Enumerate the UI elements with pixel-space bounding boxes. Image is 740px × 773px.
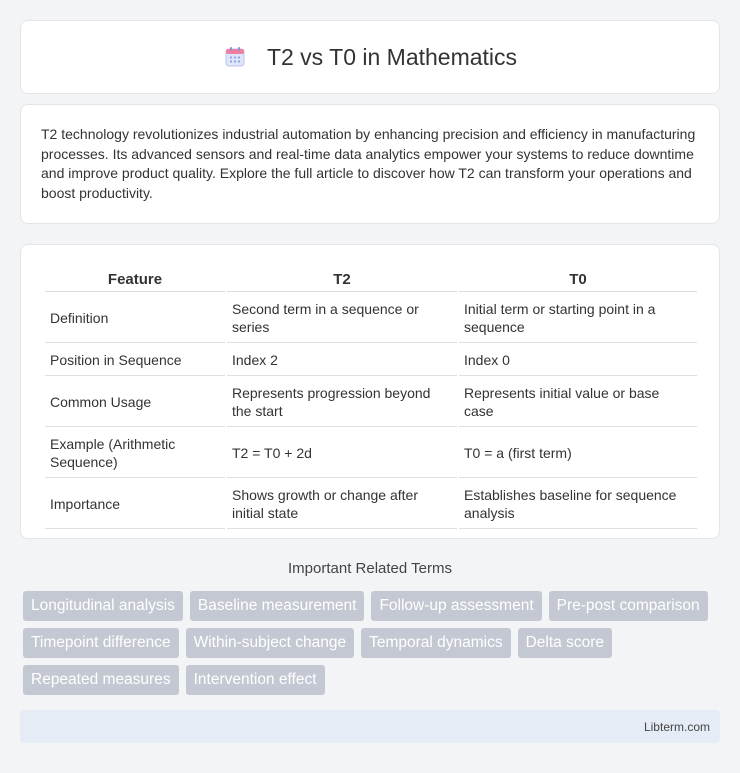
table-cell: Importance — [45, 480, 225, 529]
tag-intervention-effect[interactable]: Intervention effect — [186, 665, 325, 695]
title-wrap — [223, 44, 517, 71]
tag-longitudinal-analysis[interactable]: Longitudinal analysis — [23, 591, 183, 621]
table-cell: Position in Sequence — [45, 345, 225, 376]
tag-timepoint-difference[interactable]: Timepoint difference — [23, 628, 179, 658]
header-card — [20, 20, 720, 94]
page-title: T2 vs T0 in Mathematics — [266, 43, 518, 70]
table-cell: Definition — [45, 294, 225, 343]
table-cell: Common Usage — [45, 378, 225, 427]
tag-baseline-measurement[interactable]: Baseline measurement — [190, 591, 365, 621]
table-row — [45, 429, 697, 478]
tag-pre-post-comparison[interactable]: Pre-post comparison — [549, 591, 708, 621]
tag-repeated-measures[interactable]: Repeated measures — [23, 665, 179, 695]
tag-within-subject-change[interactable]: Within-subject change — [186, 628, 355, 658]
table-row — [45, 345, 697, 376]
table-cell: Second term in a sequence or series — [227, 294, 457, 343]
table-row — [45, 294, 697, 343]
table-cell: Represents initial value or base case — [459, 378, 697, 427]
table-header-row — [45, 267, 697, 292]
intro-card — [20, 104, 720, 224]
table-cell: Index 2 — [227, 345, 457, 376]
table-cell: Represents progression beyond the start — [227, 378, 457, 427]
footer — [20, 710, 720, 743]
header-t0: T0 — [459, 267, 697, 292]
related-terms-heading: Important Related Terms — [288, 560, 452, 577]
header-feature: Feature — [45, 267, 225, 292]
tag-follow-up-assessment[interactable]: Follow-up assessment — [371, 591, 541, 621]
table-cell: Index 0 — [459, 345, 697, 376]
tag-temporal-dynamics[interactable]: Temporal dynamics — [361, 628, 511, 658]
table-cell: T2 = T0 + 2d — [227, 429, 457, 478]
footer-site-link[interactable]: Libterm.com — [643, 719, 710, 734]
table-card — [20, 244, 720, 539]
table-row — [45, 378, 697, 427]
related-tags — [23, 591, 723, 695]
table-cell: Example (Arithmetic Sequence) — [45, 429, 225, 478]
tag-delta-score[interactable]: Delta score — [518, 628, 612, 658]
header-t2: T2 — [227, 267, 457, 292]
table-cell: Initial term or starting point in a sequence — [459, 294, 697, 343]
comparison-table — [43, 265, 699, 531]
intro-text: T2 technology revolutionizes industrial automation by enhancing precision and efficiency in manufacturing processes. Its advanced sensors and real-time data analytics empower your systems to reduce downtime and improve product quality. Explore the full article to discover how T2 can transform your operations and boost productivity. — [41, 126, 696, 201]
table-cell: T0 = a (first term) — [459, 429, 697, 478]
table-row — [45, 480, 697, 529]
calendar-icon — [223, 45, 247, 69]
table-cell: Shows growth or change after initial state — [227, 480, 457, 529]
table-cell: Establishes baseline for sequence analysis — [459, 480, 697, 529]
